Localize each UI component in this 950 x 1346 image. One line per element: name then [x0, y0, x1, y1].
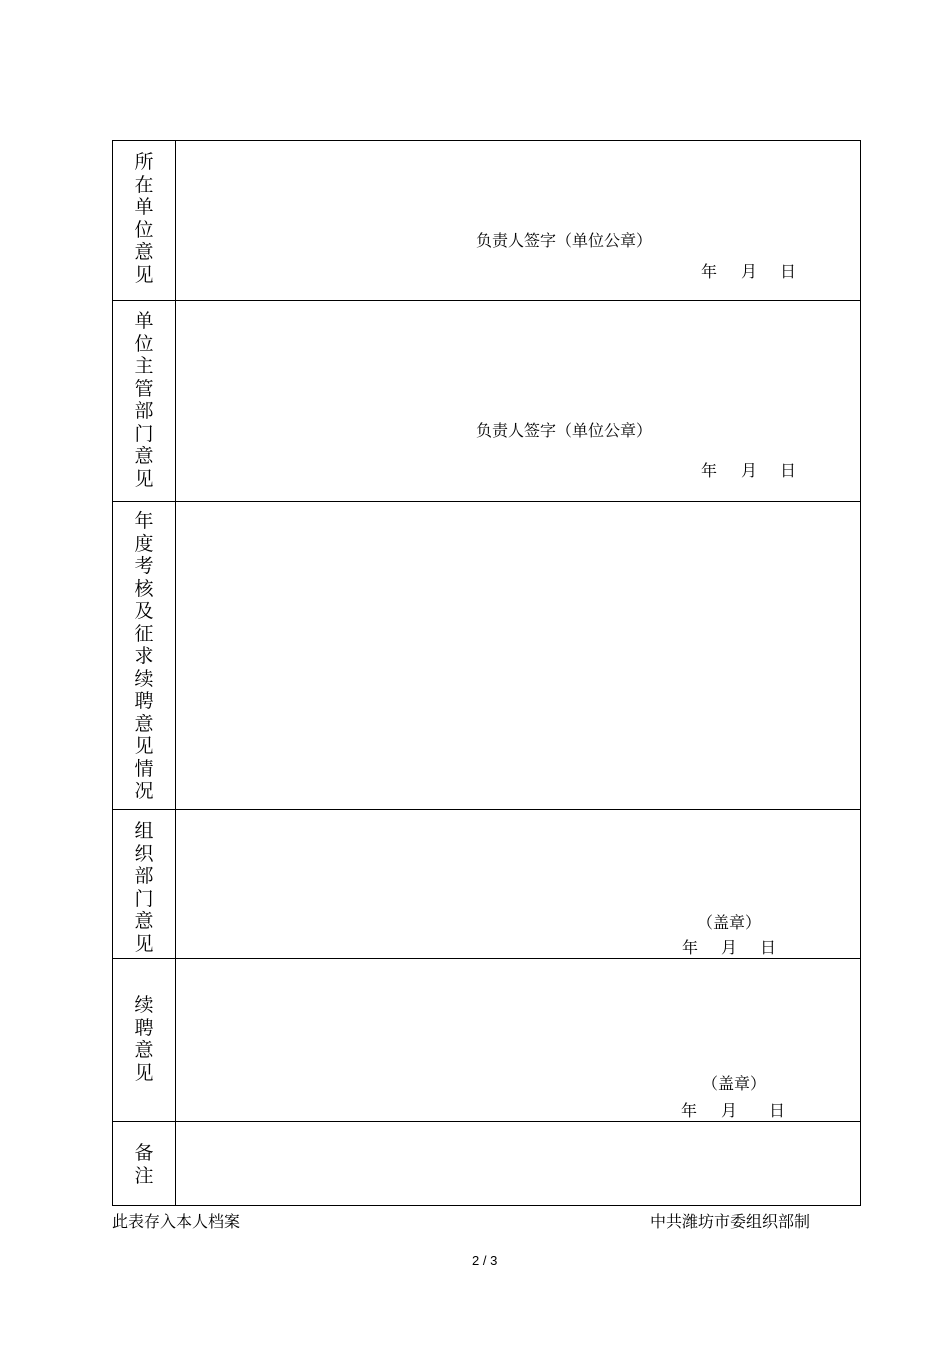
date-day-label: 日 — [780, 461, 797, 480]
seal-label: （盖章） — [702, 1074, 767, 1093]
remarks-field[interactable] — [176, 1122, 860, 1205]
row-label: 续聘意见 — [134, 994, 154, 1084]
row-label: 组织部门意见 — [134, 820, 154, 955]
unit-opinion-field[interactable] — [176, 141, 860, 300]
date-year-label: 年 — [701, 262, 718, 281]
row-label-cell — [113, 141, 176, 300]
form-row-remarks — [113, 1121, 860, 1205]
row-label: 备注 — [134, 1142, 154, 1187]
archive-note: 此表存入本人档案 — [112, 1212, 241, 1231]
date-month-label: 月 — [721, 938, 738, 957]
supervisor-opinion-field[interactable] — [176, 301, 860, 501]
page-number: 2 / 3 — [472, 1253, 498, 1268]
issuer-note: 中共潍坊市委组织部制 — [650, 1212, 811, 1231]
row-label: 所在单位意见 — [134, 151, 154, 286]
date-month-label: 月 — [741, 461, 758, 480]
row-label-cell — [113, 959, 176, 1121]
date-year-label: 年 — [681, 1101, 698, 1120]
row-label-cell — [113, 502, 176, 809]
row-label: 年度考核及征求续聘意见情况 — [134, 510, 154, 802]
seal-label: （盖章） — [697, 913, 762, 932]
date-year-label: 年 — [701, 461, 718, 480]
form-row-annual-assessment — [113, 501, 860, 809]
date-month-label: 月 — [741, 262, 758, 281]
date-month-label: 月 — [721, 1101, 738, 1120]
date-day-label: 日 — [780, 262, 797, 281]
signature-label: 负责人签字（单位公章） — [476, 421, 653, 440]
personnel-form-table — [112, 140, 861, 1206]
form-row-supervisor-opinion — [113, 300, 860, 501]
organization-opinion-field[interactable] — [176, 810, 860, 958]
annual-assessment-field[interactable] — [176, 502, 860, 809]
form-row-organization-opinion — [113, 809, 860, 958]
signature-label: 负责人签字（单位公章） — [476, 231, 653, 250]
row-label: 单位主管部门意见 — [134, 310, 154, 490]
row-label-cell — [113, 1122, 176, 1205]
row-label-cell — [113, 810, 176, 958]
date-day-label: 日 — [760, 938, 777, 957]
date-day-label: 日 — [769, 1101, 786, 1120]
form-row-unit-opinion — [113, 141, 860, 300]
reappointment-opinion-field[interactable] — [176, 959, 860, 1121]
date-year-label: 年 — [682, 938, 699, 957]
row-label-cell — [113, 301, 176, 501]
form-row-reappointment-opinion — [113, 958, 860, 1121]
